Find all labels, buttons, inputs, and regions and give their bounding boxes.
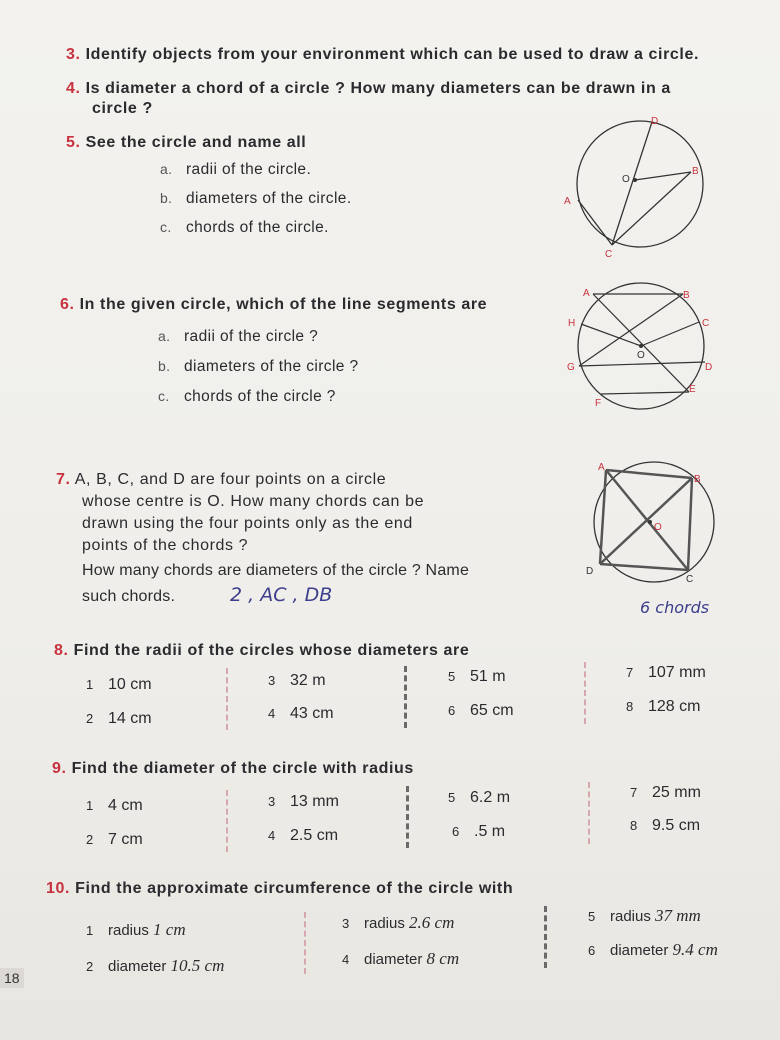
column-divider bbox=[544, 906, 547, 968]
label-A: A bbox=[564, 196, 571, 207]
column-divider bbox=[304, 912, 306, 974]
q6-item-a: a. radii of the circle ? bbox=[158, 328, 319, 345]
label-B: B bbox=[694, 474, 701, 485]
question-number: 6. bbox=[60, 296, 75, 313]
q6-circle-figure bbox=[565, 282, 725, 412]
column-divider bbox=[588, 782, 590, 844]
column-divider bbox=[406, 786, 409, 848]
q6-item-c: c. chords of the circle ? bbox=[158, 388, 336, 405]
question-7 bbox=[56, 469, 386, 491]
question-text: Find the approximate circumference of the circle with bbox=[75, 880, 514, 897]
label-E: E bbox=[689, 384, 696, 395]
question-text: See the circle and name all bbox=[85, 134, 307, 151]
label-F: F bbox=[595, 398, 602, 409]
q9-cell-4: 4 2.5 cm bbox=[268, 827, 339, 844]
label-B: B bbox=[683, 290, 690, 301]
label-A: A bbox=[583, 288, 590, 299]
q7-line-2: whose centre is O. How many chords can be bbox=[82, 493, 425, 510]
q10-cell-5: 5 radius 37 mm bbox=[588, 906, 701, 925]
page-number: 18 bbox=[0, 968, 24, 988]
q9-cell-8: 8 9.5 cm bbox=[630, 817, 701, 834]
q5-item-a: a. radii of the circle. bbox=[160, 161, 312, 178]
label-H: H bbox=[568, 318, 576, 329]
label-A: A bbox=[598, 462, 605, 473]
q8-cell-6: 6 65 cm bbox=[448, 702, 514, 719]
label-C: C bbox=[605, 249, 613, 260]
q10-cell-1: 1 radius 1 cm bbox=[86, 920, 186, 939]
question-6 bbox=[60, 296, 487, 314]
label-D: D bbox=[705, 362, 713, 373]
q9-cell-7: 7 25 mm bbox=[630, 784, 701, 801]
q8-cell-4: 4 43 cm bbox=[268, 705, 334, 722]
question-text: Find the radii of the circles whose diameters are bbox=[73, 642, 470, 659]
q10-cell-4: 4 diameter 8 cm bbox=[342, 949, 460, 968]
q8-cell-3: 3 32 m bbox=[268, 672, 326, 689]
column-divider bbox=[404, 666, 407, 728]
q7-line-6: such chords. bbox=[82, 588, 176, 605]
label-D: D bbox=[586, 566, 594, 577]
label-C: C bbox=[702, 318, 710, 329]
q8-cell-1: 1 10 cm bbox=[86, 676, 152, 693]
q8-cell-2: 2 14 cm bbox=[86, 710, 152, 727]
q7-circle-figure bbox=[580, 456, 725, 588]
q8-cell-7: 7 107 mm bbox=[626, 664, 706, 681]
question-number: 4. bbox=[66, 80, 81, 97]
question-4-line2: circle ? bbox=[92, 100, 153, 117]
question-4 bbox=[66, 80, 671, 98]
label-O: O bbox=[654, 522, 662, 533]
question-text: Find the diameter of the circle with radius bbox=[71, 760, 414, 777]
q9-cell-5: 5 6.2 m bbox=[448, 789, 511, 806]
q7-line-5: How many chords are diameters of the circle ? Name bbox=[82, 562, 470, 579]
q5-circle-figure bbox=[560, 112, 730, 262]
question-text: Identify objects from your environment which can be used to draw a circle. bbox=[85, 46, 700, 63]
question-3 bbox=[66, 46, 699, 64]
label-D: D bbox=[651, 116, 659, 127]
label-G: G bbox=[567, 362, 575, 373]
q6-item-b: b. diameters of the circle ? bbox=[158, 358, 359, 375]
question-text: In the given circle, which of the line segments are bbox=[79, 296, 488, 313]
question-8 bbox=[54, 642, 469, 660]
question-number: 7. bbox=[56, 471, 71, 488]
column-divider bbox=[584, 662, 586, 724]
q9-cell-3: 3 13 mm bbox=[268, 793, 339, 810]
q5-item-b: b. diameters of the circle. bbox=[160, 190, 352, 207]
q7-line-1: A, B, C, and D are four points on a circle bbox=[74, 471, 387, 488]
handwritten-note: 6 chords bbox=[640, 598, 710, 617]
question-number: 5. bbox=[66, 134, 81, 151]
question-number: 9. bbox=[52, 760, 67, 777]
q10-cell-6: 6 diameter 9.4 cm bbox=[588, 940, 718, 959]
q10-cell-2: 2 diameter 10.5 cm bbox=[86, 956, 225, 975]
question-number: 8. bbox=[54, 642, 69, 659]
q7-line-4: points of the chords ? bbox=[82, 537, 249, 554]
question-number: 3. bbox=[66, 46, 81, 63]
label-O: O bbox=[622, 174, 630, 185]
q7-line-3: drawn using the four points only as the end bbox=[82, 515, 413, 532]
q5-item-c: c. chords of the circle. bbox=[160, 219, 329, 236]
question-text: Is diameter a chord of a circle ? How many diameters can be drawn in a bbox=[85, 80, 671, 97]
q10-cell-3: 3 radius 2.6 cm bbox=[342, 913, 455, 932]
column-divider bbox=[226, 668, 228, 730]
question-5 bbox=[66, 134, 306, 152]
q8-cell-8: 8 128 cm bbox=[626, 698, 701, 715]
question-9 bbox=[52, 760, 414, 778]
q9-cell-1: 1 4 cm bbox=[86, 797, 143, 814]
q9-cell-2: 2 7 cm bbox=[86, 831, 143, 848]
label-B: B bbox=[692, 166, 699, 177]
column-divider bbox=[226, 790, 228, 852]
label-O: O bbox=[637, 350, 645, 361]
question-10 bbox=[46, 880, 513, 898]
handwritten-answer: 2 , AC , DB bbox=[230, 584, 333, 606]
question-number: 10. bbox=[46, 880, 71, 897]
q9-cell-6: 6 .5 m bbox=[452, 823, 506, 840]
q8-cell-5: 5 51 m bbox=[448, 668, 506, 685]
label-C: C bbox=[686, 574, 694, 585]
